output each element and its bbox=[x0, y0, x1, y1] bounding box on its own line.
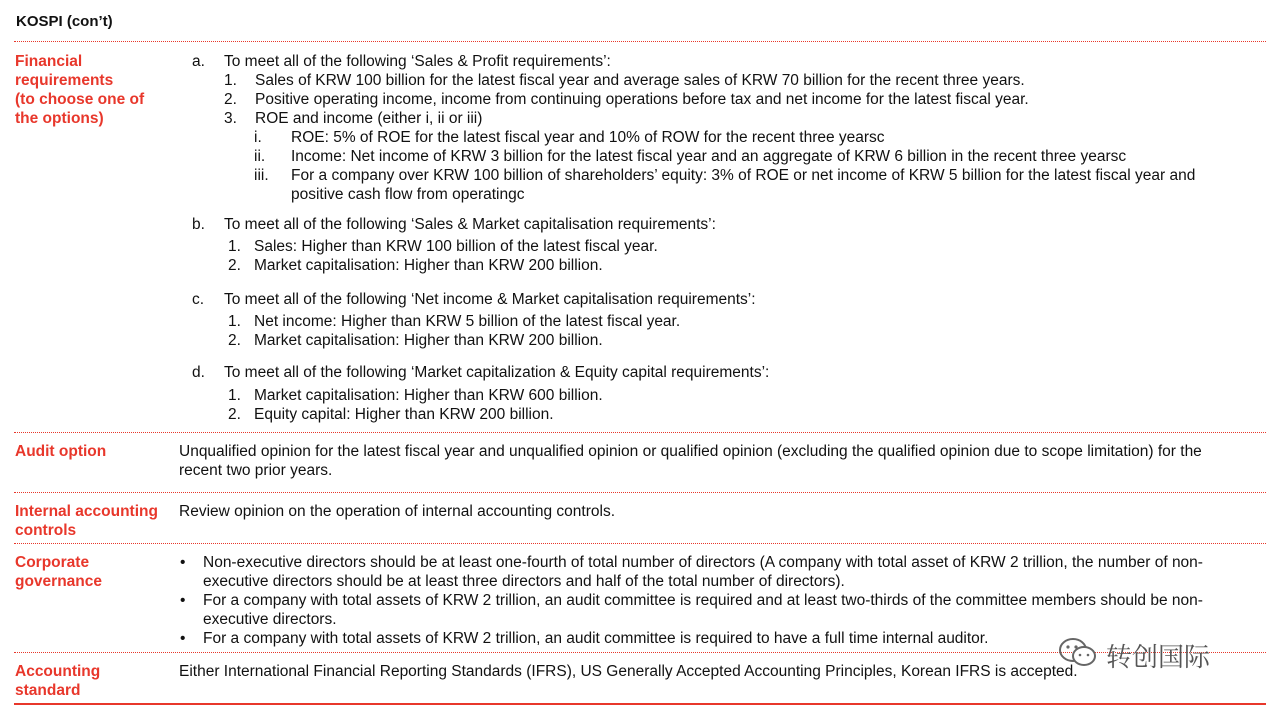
option-marker: d. bbox=[192, 364, 205, 381]
item-text: Sales: Higher than KRW 100 billion of the latest fiscal year. bbox=[254, 238, 658, 255]
subitem-number: i. bbox=[254, 129, 262, 146]
item-number: 1. bbox=[224, 72, 237, 89]
item-number: 2. bbox=[228, 406, 241, 423]
watermark-text: 转创国际 bbox=[1106, 643, 1211, 673]
option-marker: a. bbox=[192, 53, 205, 70]
section-label-financial bbox=[15, 52, 144, 128]
label-line: Financial bbox=[15, 53, 83, 70]
item-text: ROE and income (either i, ii or iii) bbox=[255, 110, 483, 127]
governance-item-line: For a company with total assets of KRW 2 trillion, an audit committee is required to have a full time internal auditor. bbox=[203, 630, 989, 647]
item-number: 1. bbox=[228, 313, 241, 330]
audit-text-line: Unqualified opinion for the latest fiscal year and unqualified opinion or qualified opinion (excluding the qualified opinion due to scope limitation) for the bbox=[179, 443, 1202, 460]
subitem-text: Income: Net income of KRW 3 billion for the latest fiscal year and an aggregate of KRW 6 billion in the recent three yearsc bbox=[291, 148, 1127, 165]
section-label-accounting bbox=[15, 662, 100, 700]
accounting-text: Either International Financial Reporting Standards (IFRS), US Generally Accepted Accounting Principles, Korean IFRS is accepted. bbox=[179, 663, 1078, 680]
section-label-governance bbox=[15, 553, 102, 591]
label-line: standard bbox=[15, 682, 81, 699]
subitem-text: For a company over KRW 100 billion of shareholders’ equity: 3% of ROE or net income of KRW 5 billion for the latest fiscal year and bbox=[291, 167, 1196, 184]
section-label-audit: Audit option bbox=[15, 443, 107, 460]
watermark bbox=[1058, 636, 1210, 675]
bullet: • bbox=[180, 630, 186, 647]
label-line: controls bbox=[15, 522, 77, 539]
governance-item-line: executive directors should be at least three directors and half of the total number of directors). bbox=[203, 573, 845, 590]
item-text: Positive operating income, income from continuing operations before tax and net income for the latest fiscal year. bbox=[255, 91, 1029, 108]
bullet: • bbox=[180, 592, 186, 609]
item-number: 3. bbox=[224, 110, 237, 127]
label-line: Corporate bbox=[15, 554, 90, 571]
divider bbox=[14, 492, 1266, 493]
subitem-text-cont: positive cash flow from operatingc bbox=[291, 186, 525, 203]
label-line: the options) bbox=[15, 110, 104, 127]
subitem-number: iii. bbox=[254, 167, 269, 184]
divider bbox=[14, 41, 1266, 42]
item-text: Equity capital: Higher than KRW 200 billion. bbox=[254, 406, 554, 423]
option-heading: To meet all of the following ‘Sales & Market capitalisation requirements’: bbox=[224, 216, 716, 233]
section-label-internal bbox=[15, 502, 158, 540]
label-line: Internal accounting bbox=[15, 503, 158, 520]
divider bbox=[14, 543, 1266, 544]
option-heading: To meet all of the following ‘Net income & Market capitalisation requirements’: bbox=[224, 291, 756, 308]
wechat-icon bbox=[1058, 636, 1098, 675]
governance-item-line: For a company with total assets of KRW 2 trillion, an audit committee is required and at least two-thirds of the committee members should be non- bbox=[203, 592, 1203, 609]
item-number: 1. bbox=[228, 387, 241, 404]
option-heading: To meet all of the following ‘Sales & Profit requirements’: bbox=[224, 53, 611, 70]
subitem-text: ROE: 5% of ROE for the latest fiscal year and 10% of ROW for the recent three yearsc bbox=[291, 129, 885, 146]
item-number: 2. bbox=[228, 257, 241, 274]
governance-item-line: executive directors. bbox=[203, 611, 337, 628]
governance-item-line: Non-executive directors should be at least one-fourth of total number of directors (A company with total asset of KRW 2 trillion, the number of non- bbox=[203, 554, 1203, 571]
item-text: Market capitalisation: Higher than KRW 200 billion. bbox=[254, 332, 603, 349]
internal-text: Review opinion on the operation of internal accounting controls. bbox=[179, 503, 615, 520]
item-number: 2. bbox=[228, 332, 241, 349]
bottom-rule bbox=[14, 703, 1266, 705]
label-line: (to choose one of bbox=[15, 91, 145, 108]
item-text: Net income: Higher than KRW 5 billion of the latest fiscal year. bbox=[254, 313, 681, 330]
option-marker: b. bbox=[192, 216, 205, 233]
divider bbox=[14, 432, 1266, 433]
item-number: 2. bbox=[224, 91, 237, 108]
option-marker: c. bbox=[192, 291, 205, 308]
label-line: governance bbox=[15, 573, 103, 590]
bullet: • bbox=[180, 554, 186, 571]
option-heading: To meet all of the following ‘Market capitalization & Equity capital requirements’: bbox=[224, 364, 770, 381]
page-title: KOSPI (con’t) bbox=[16, 13, 113, 30]
item-text: Market capitalisation: Higher than KRW 200 billion. bbox=[254, 257, 603, 274]
audit-text-line: recent two prior years. bbox=[179, 462, 333, 479]
label-line: requirements bbox=[15, 72, 114, 89]
item-text: Sales of KRW 100 billion for the latest fiscal year and average sales of KRW 70 billion for the recent three years. bbox=[255, 72, 1025, 89]
item-number: 1. bbox=[228, 238, 241, 255]
label-line: Accounting bbox=[15, 663, 101, 680]
subitem-number: ii. bbox=[254, 148, 266, 165]
item-text: Market capitalisation: Higher than KRW 600 billion. bbox=[254, 387, 603, 404]
